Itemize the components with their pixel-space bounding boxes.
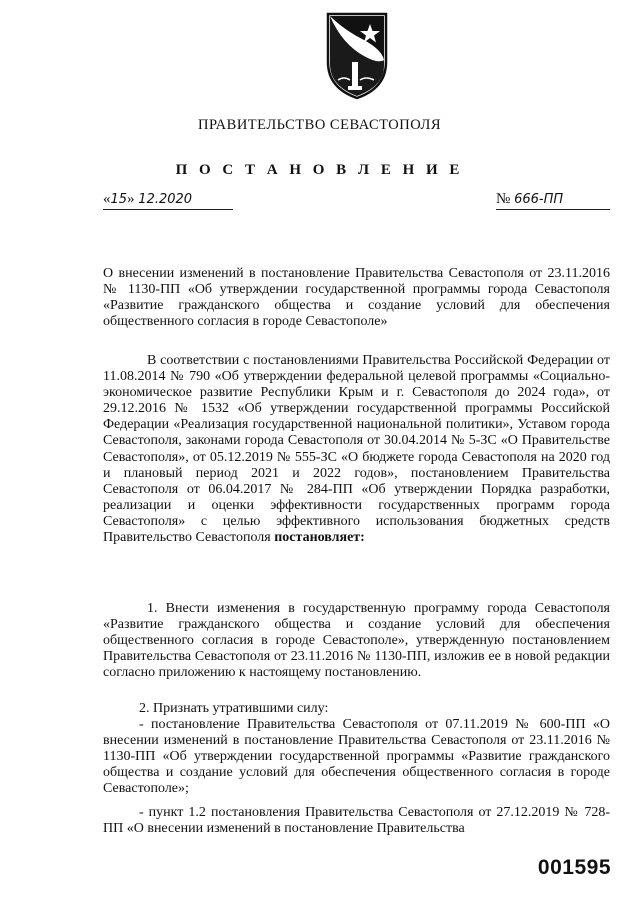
- document-number: [496, 191, 610, 210]
- item-1: 1. Внести изменения в государственную программу города Севастополя «Развитие гражданского общества и создание условий для обеспечения общественного согласия в городе Севастополе», утвержденную постановлением Правительства Севастополя от 23.11.2016 № 1130-ПП, изложив ее в новой редакции согласно приложению к настоящему постановлению.: [103, 601, 610, 681]
- document-title: О внесении изменений в постановление Правительства Севастополя от 23.11.2016 № 1130-ПП «Об утверждении государственной программы города Севастополя «Развитие гражданского общества и создание условий для обеспечения общественного согласия в городе Севастополе»: [103, 266, 610, 330]
- document-type: П О С Т А Н О В Л Е Н И Е: [175, 162, 464, 178]
- item-2: 2. Признать утратившими силу:: [139, 701, 329, 716]
- date-open-quote: «: [103, 191, 111, 207]
- date-month-year: 12.2020: [138, 192, 193, 207]
- document-date: [103, 191, 233, 210]
- item-2b: - пункт 1.2 постановления Правительства Севастополя от 27.12.2019 № 728-ПП «О внесении изменений в постановление Правительства: [103, 805, 610, 837]
- number-label: №: [496, 191, 511, 207]
- number-value: 666-ПП: [514, 192, 564, 207]
- item-2a: - постановление Правительства Севастополя от 07.11.2019 № 600-ПП «О внесении изменений в постановление Правительства Севастополя от 23.11.2016 № 1130-ПП «Об утверждении государственной программы «Развитие гражданского общества и создание условий для обеспечения общественного согласия в городе Севастополе»;: [103, 717, 610, 797]
- preamble-paragraph: [103, 353, 610, 546]
- page-stamp-number: 001595: [537, 856, 611, 879]
- date-close-quote: »: [127, 191, 135, 207]
- government-name: ПРАВИТЕЛЬСТВО СЕВАСТОПОЛЯ: [198, 117, 441, 133]
- preamble-resolves: постановляет:: [274, 530, 365, 546]
- preamble-text: В соответствии с постановлениями Правительства Российской Федерации от 11.08.2014 № 790 «Об утверждении федеральной целевой программы «Социально-экономическое развитие Республики Крым и г. Севастополя до 2024 года», от 29.12.2016 № 1532 «Об утверждении государственной программы Российской Федерации «Реализация государственной национальной политики», Уставом города Севастополя, законами города Севастополя от 30.04.2014 № 5-ЗС «О Правительстве Севастополя», от 05.12.2019 № 555-ЗС «О бюджете города Севастополя на 2020 год и плановый период 2021 и 2022 годов», постановлением Правительства Севастополя от 06.04.2017 № 284-ПП «Об утверждении Порядка разработки, реализации и оценки эффективности государственных программ города Севастополя» с целью эффективного использования бюджетных средств Правительство Севастополя: [103, 353, 610, 546]
- date-day: 15: [110, 192, 128, 207]
- coat-of-arms-icon: [324, 10, 390, 100]
